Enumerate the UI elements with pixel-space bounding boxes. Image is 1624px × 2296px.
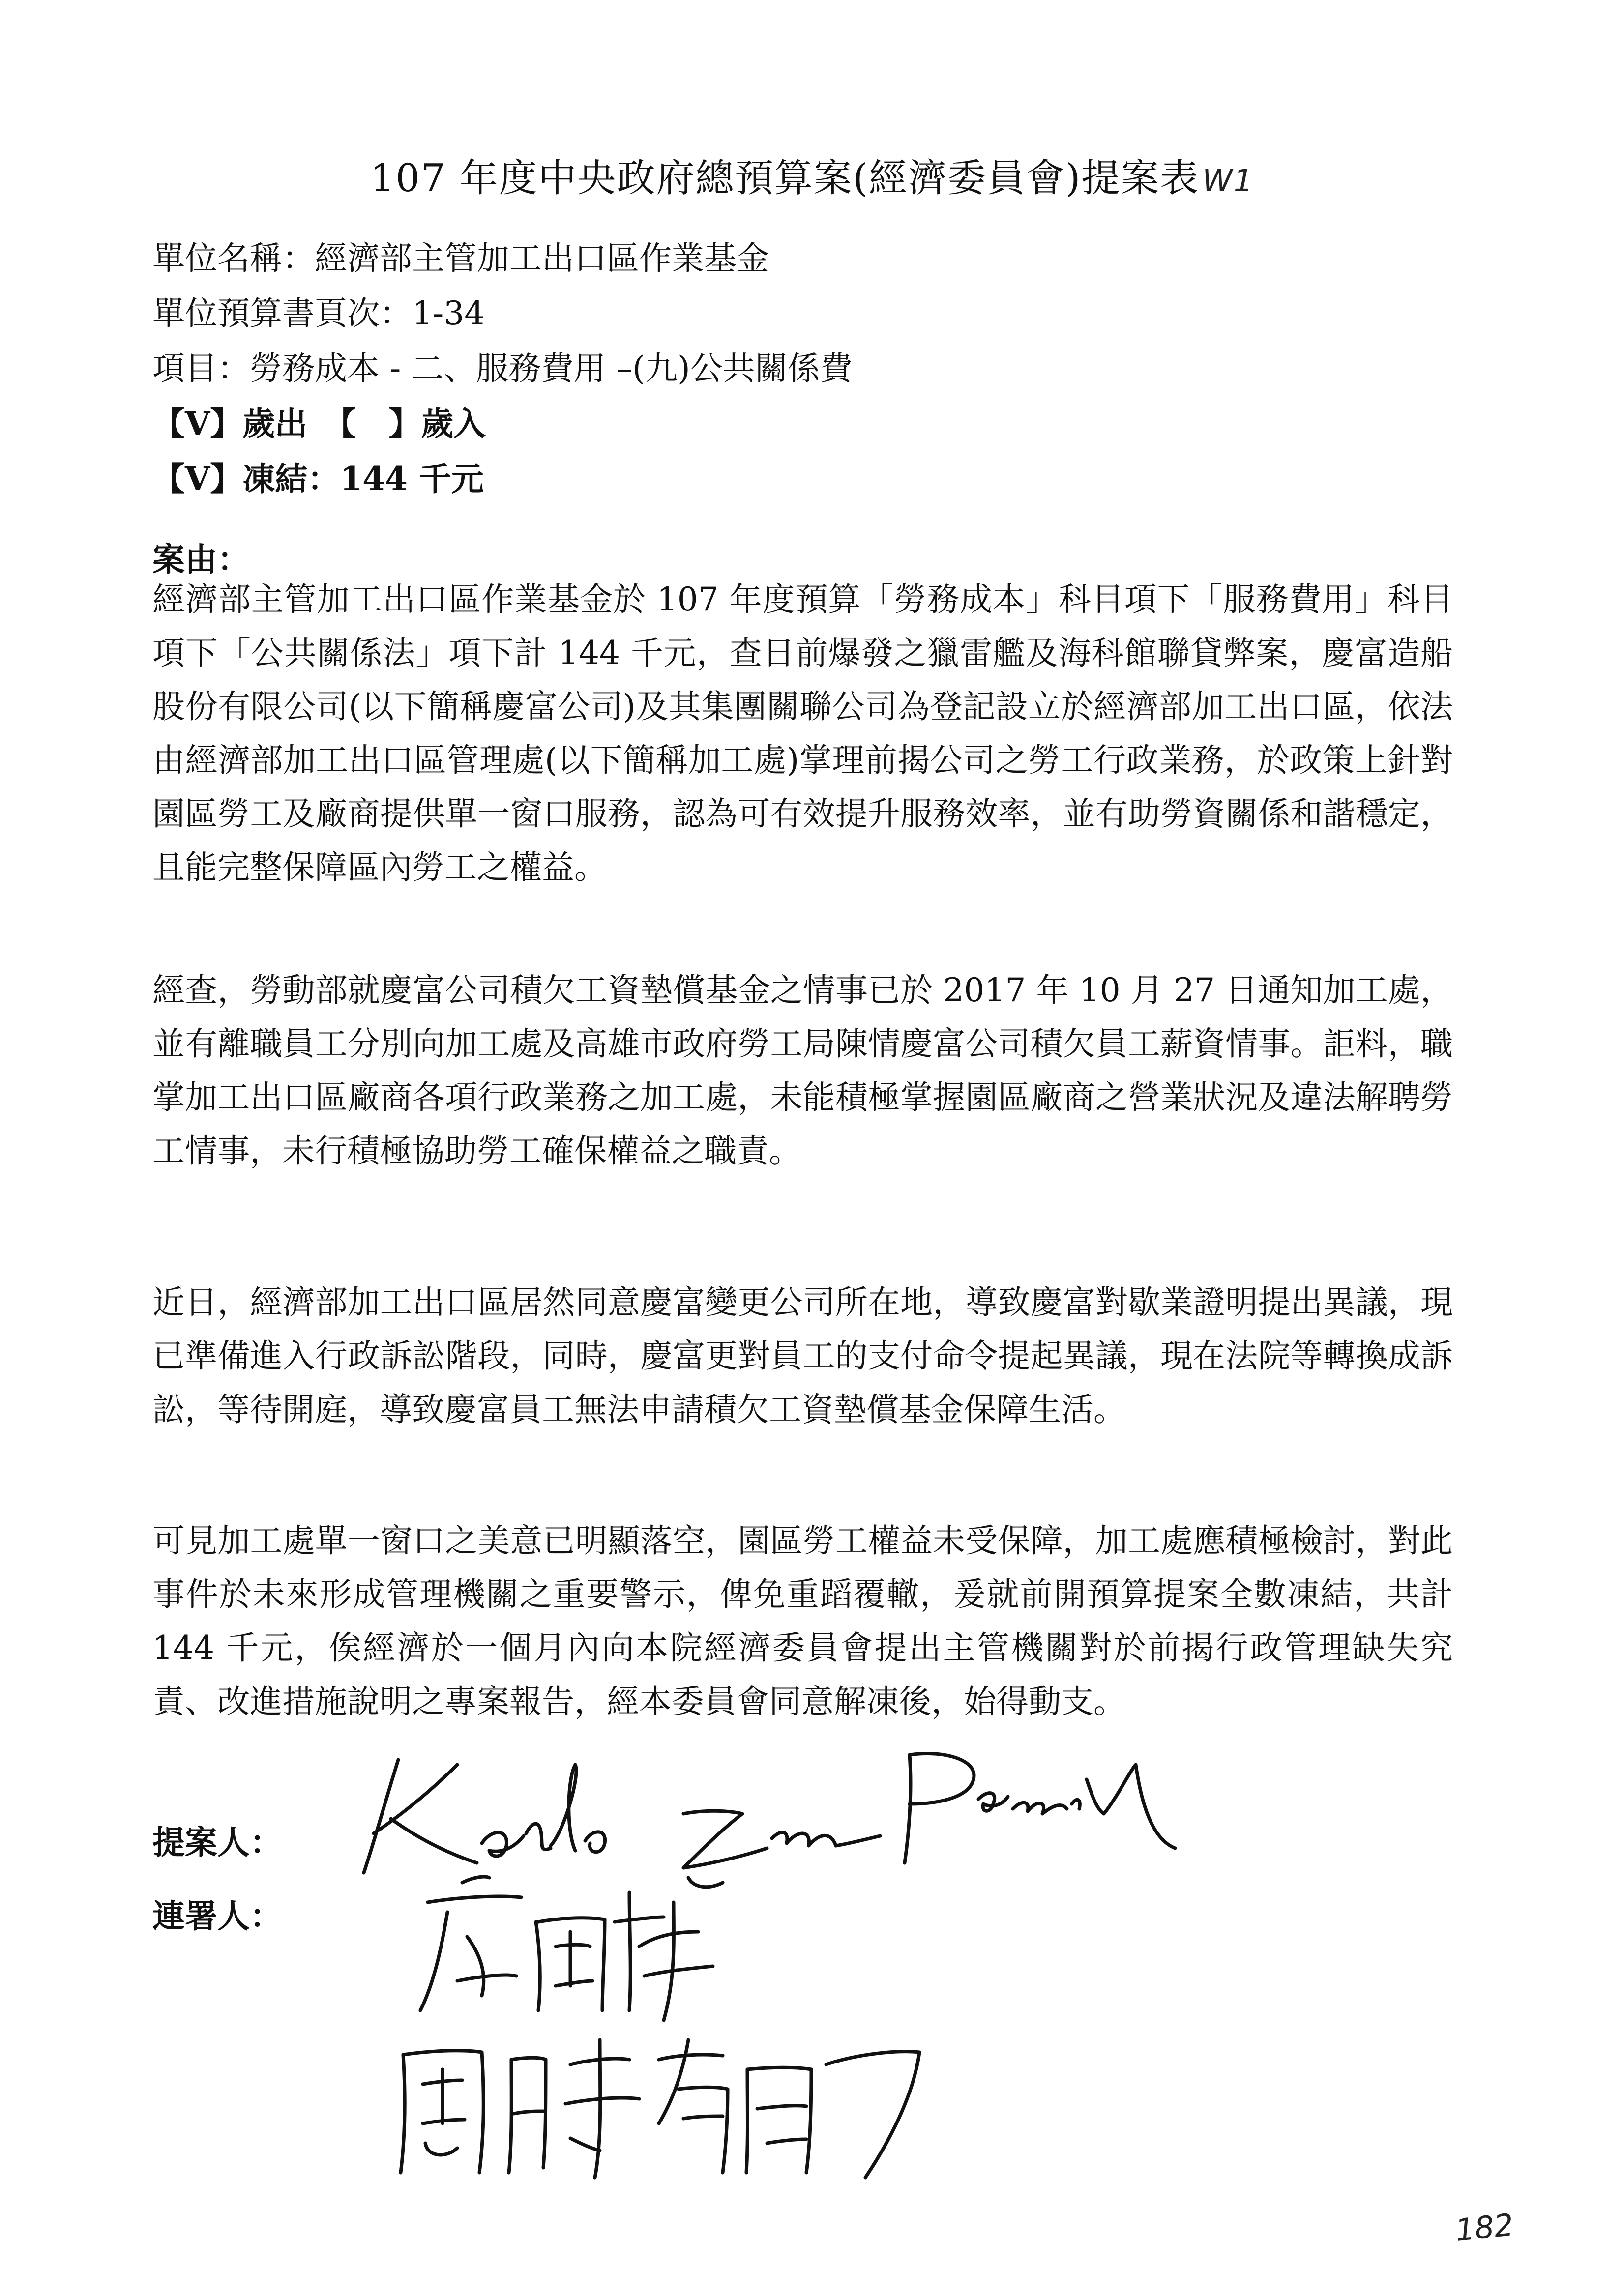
document-meta: [152, 231, 1480, 506]
type-selection: 【V】歲出 【 】歲入: [152, 405, 486, 443]
unit-name: 單位名稱：經濟部主管加工出口區作業基金: [152, 239, 769, 277]
cosigner-label: 連署人：: [152, 1897, 282, 1935]
reason-paragraph: 近日，經濟部加工出口區居然同意慶富變更公司所在地，導致慶富對歇業證明提出異議，現已準備進入行政訴訟階段，同時，慶富更對員工的支付命令提起異議，現在法院等轉換成訴訟，等待開庭，導致慶富員工無法申請積欠工資墊償基金保障生活。: [152, 1283, 1453, 1428]
title-handwritten-mark: W1: [1202, 163, 1254, 199]
title-text: 107 年度中央政府總預算案(經濟委員會)提案表: [370, 156, 1200, 201]
reason-paragraph: 經濟部主管加工出口區作業基金於 107 年度預算「勞務成本」科目項下「服務費用」科目項下「公共關係法」項下計 144 千元，查日前爆發之獵雷艦及海科館聯貸弊案，慶富造船股份有限公司(以下簡稱慶富公司)及其集團關聯公司為登記設立於經濟部加工出口區，依法由經濟部加工出口區管理處(以下簡稱加工處)掌理前揭公司之勞工行政業務，於政策上針對園區勞工及廠商提供單一窗口服務，認為可有效提升服務效率，並有助勞資關係和諧穩定，且能完整保障區內勞工之權益。: [152, 581, 1453, 886]
page-number: 182: [1453, 2207, 1515, 2248]
proposer-label: 提案人：: [152, 1823, 282, 1861]
budget-page: 單位預算書頁次：1-34: [152, 294, 485, 332]
budget-item: 項目：勞務成本 - 二、服務費用 –(九)公共關係費: [152, 349, 853, 387]
reason-label: 案由：: [152, 540, 250, 579]
freeze-amount: 【V】凍結：144 千元: [152, 460, 484, 498]
document-title: [0, 147, 1624, 203]
reason-paragraph: 經查，勞動部就慶富公司積欠工資墊償基金之情事已於 2017 年 10 月 27 日通知加工處，並有離職員工分別向加工處及高雄市政府勞工局陳情慶富公司積欠員工薪資情事。詎料，職掌加工出口區廠商各項行政業務之加工處，未能積極掌握園區廠商之營業狀況及違法解聘勞工情事，未行積極協助勞工確保權益之職責。: [152, 971, 1453, 1170]
cosigner-signature: [384, 2025, 974, 2182]
cosigner-signature: [408, 1863, 728, 2025]
reason-paragraph: 可見加工處單一窗口之美意已明顯落空，園區勞工權益未受保障，加工處應積極檢討，對此事件於未來形成管理機關之重要警示，俾免重蹈覆轍，爰就前開預算提案全數凍結，共計 144 千元，俟經濟於一個月內向本院經濟委員會提出主管機關對於前揭行政管理缺失究責、改進措施說明之專案報告，經本委員會同意解凍後，始得動支。: [152, 1522, 1453, 1720]
